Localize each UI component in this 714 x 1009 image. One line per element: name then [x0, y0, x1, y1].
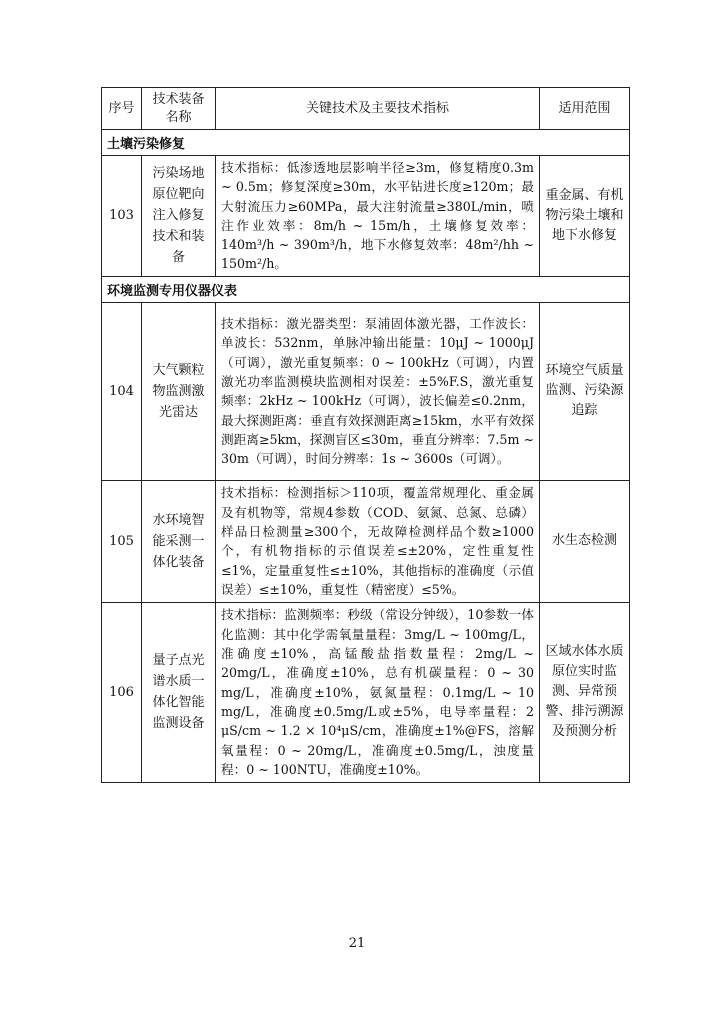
section-row — [102, 276, 630, 302]
equipment-spec-table — [101, 87, 630, 783]
row-index: 105 — [102, 480, 142, 602]
header-index: 序号 — [102, 88, 142, 130]
section-title-soil: 土壤污染修复 — [102, 130, 630, 156]
page-number: 21 — [348, 936, 366, 951]
table-row — [102, 602, 630, 782]
row-spec: 技术指标：监测频率：秒级（常设分钟级），10参数一体化监测：其中化学需氧量量程：3mg/L ~ 100mg/L，准确度±10%，高锰酸盐指数量程：2mg/L ~ 20mg/L，准确度±10%，总有机碳量程：0 ~ 30 mg/L，准确度±10%，氨氮量程：0.1mg/L ~ 10 mg/L，准确度±0.5mg/L或±5%，电导率量程：2 μS/cm ~ 1.2 × 10⁴μS/cm，准确度±1%@FS，溶解氧量程：0 ~ 20mg/L，准确度±0.5mg/L，浊度量程：0 ~ 100NTU，准确度±10%。 — [216, 602, 540, 782]
header-name: 技术装备名称 — [142, 88, 216, 130]
row-spec: 技术指标：激光器类型：泵浦固体激光器，工作波长：单波长：532nm，单脉冲输出能量：10μJ ~ 1000μJ（可调），激光重复频率：0 ~ 100kHz（可调），内置激光功率监测模块监测相对误差：±5%F.S，激光重复频率：2kHz ~ 100kHz（可调），波长偏差≤0.2nm，最大探测距离：垂直有效探测距离≥15km，水平有效探测距离≥5km，探测盲区≤30m，垂直分辨率：7.5m ~ 30m（可调），时间分辨率：1s ~ 3600s（可调）。 — [216, 302, 540, 480]
row-index: 106 — [102, 602, 142, 782]
table-row — [102, 156, 630, 277]
row-scope: 区域水体水质原位实时监测、异常预警、排污溯源及预测分析 — [540, 602, 630, 782]
row-spec: 技术指标：低渗透地层影响半径≥3m，修复精度0.3m ~ 0.5m；修复深度≥30m，水平钻进长度≥120m；最大射流压力≥60MPa，最大注射流量≥380L/min，喷注作业效率：8m/h ~ 15m/h，土壤修复效率：140m³/h ~ 390m³/h，地下水修复效率：48m²/hh ~ 150m²/h。 — [216, 156, 540, 277]
row-name: 量子点光谱水质一体化智能监测设备 — [142, 602, 216, 782]
row-index: 103 — [102, 156, 142, 277]
row-scope: 重金属、有机物污染土壤和地下水修复 — [540, 156, 630, 277]
row-name: 大气颗粒物监测激光雷达 — [142, 302, 216, 480]
section-title-monitoring: 环境监测专用仪器仪表 — [102, 276, 630, 302]
header-scope: 适用范围 — [540, 88, 630, 130]
table-row — [102, 480, 630, 602]
row-name: 水环境智能采测一体化装备 — [142, 480, 216, 602]
row-scope: 水生态检测 — [540, 480, 630, 602]
row-scope: 环境空气质量监测、污染源追踪 — [540, 302, 630, 480]
row-index: 104 — [102, 302, 142, 480]
header-spec: 关键技术及主要技术指标 — [216, 88, 540, 130]
table-row — [102, 302, 630, 480]
table-header-row — [102, 88, 630, 130]
row-spec: 技术指标：检测指标＞110项，覆盖常规理化、重金属及有机物等，常规4参数（COD、氨氮、总氮、总磷）样品日检测量≥300个，无故障检测样品个数≥1000个，有机物指标的示值误差≤±20%，定性重复性≤1%，定量重复性≤±10%，其他指标的准确度（示值误差）≤±10%，重复性（精密度）≤5%。 — [216, 480, 540, 602]
row-name: 污染场地原位靶向注入修复技术和装备 — [142, 156, 216, 277]
section-row — [102, 130, 630, 156]
